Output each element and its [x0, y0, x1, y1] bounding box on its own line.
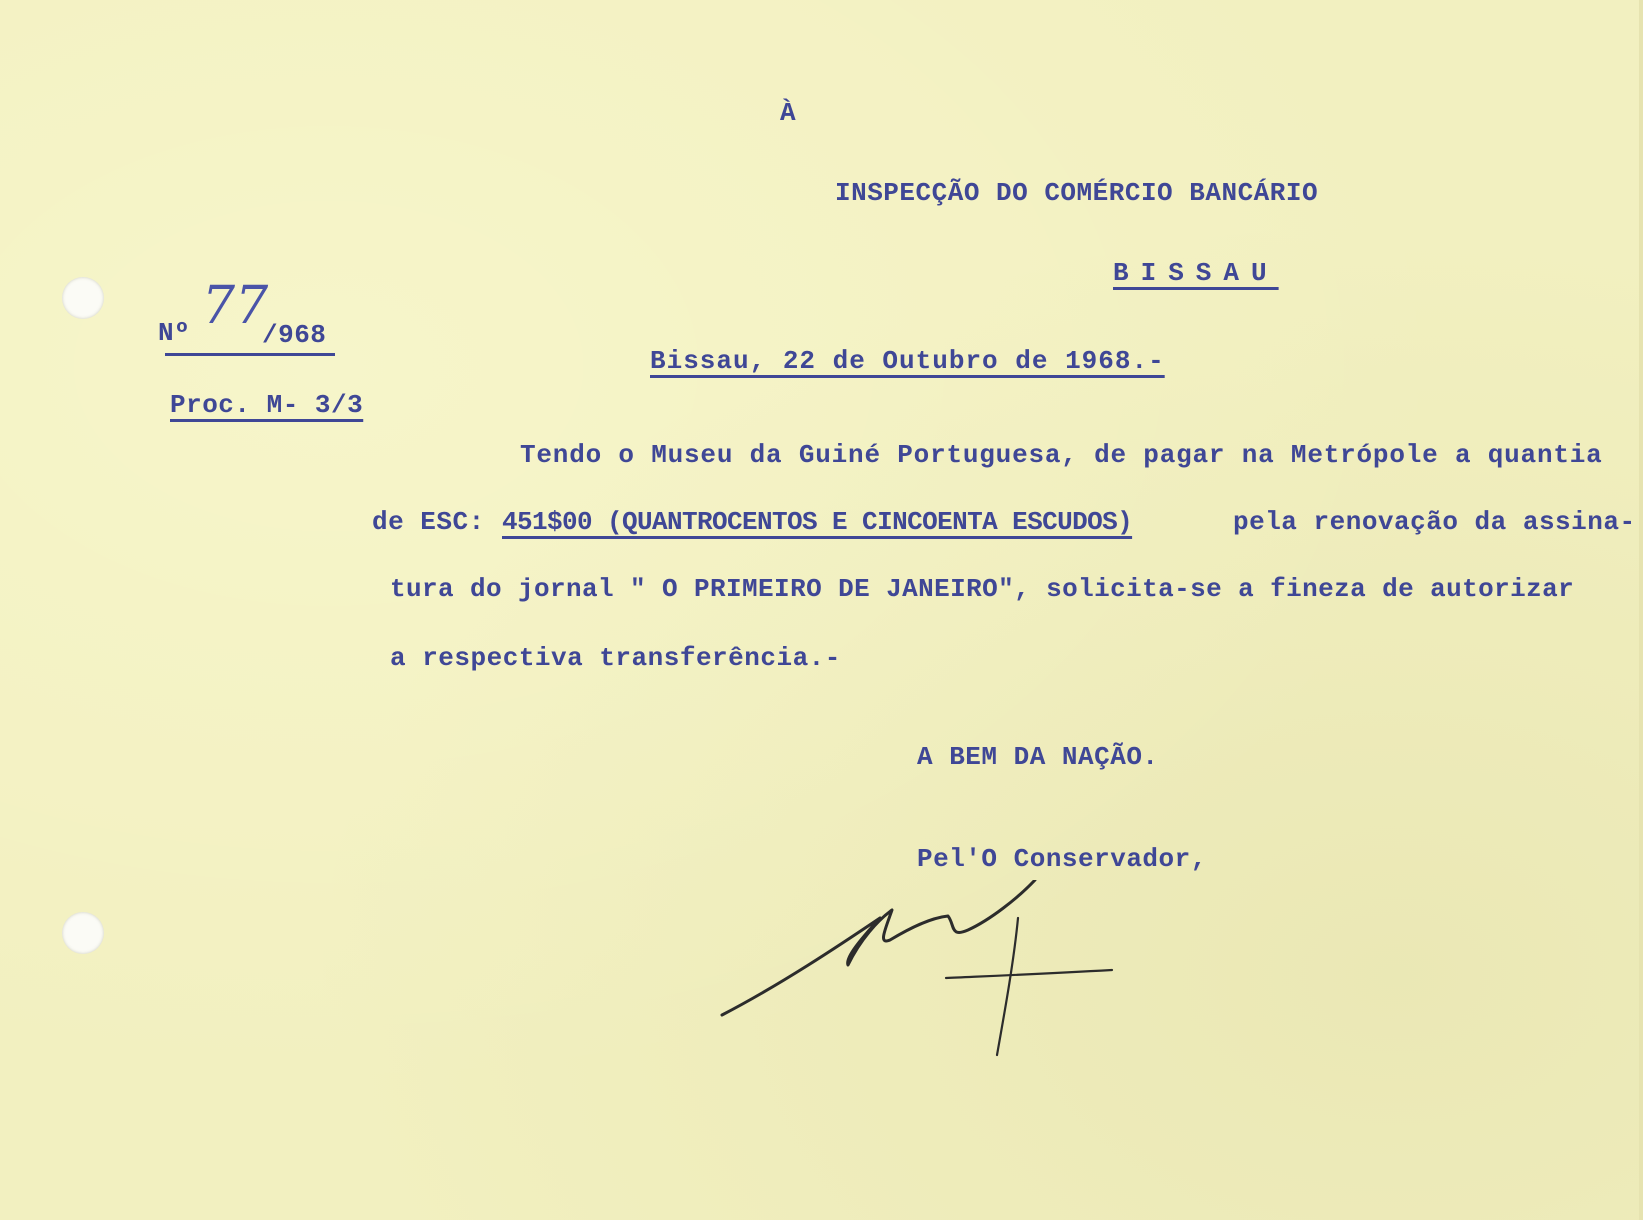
body-line-2-prefix: de ESC: [372, 507, 485, 537]
closing-salutation: A BEM DA NAÇÃO. [917, 742, 1159, 772]
body-line-3: tura do jornal " O PRIMEIRO DE JANEIRO", solicita-se a fineza de autorizar [390, 574, 1575, 604]
reference-number-prefix: Nº [158, 318, 191, 348]
reference-number-underline [165, 353, 335, 356]
punch-hole-top [62, 277, 104, 319]
closing-signatory: Pel'O Conservador, [917, 844, 1207, 874]
recipient-institution: INSPECÇÃO DO COMÉRCIO BANCÁRIO [835, 178, 1319, 208]
punch-hole-bottom [62, 912, 104, 954]
body-line-4: a respectiva transferência.- [390, 643, 841, 673]
date-line: Bissau, 22 de Outubro de 1968.- [650, 346, 1165, 376]
reference-number-handwritten: 77 [202, 276, 269, 336]
recipient-prefix: À [780, 98, 797, 128]
body-line-1: Tendo o Museu da Guiné Portuguesa, de pagar na Metrópole a quantia [520, 440, 1603, 470]
reference-number-year: /968 [262, 320, 327, 350]
handwritten-signature [700, 880, 1130, 1070]
process-reference: Proc. M- 3/3 [170, 390, 364, 420]
recipient-city: BISSAU [1113, 258, 1279, 288]
payment-amount: 451$00 (QUANTROCENTOS E CINCOENTA ESCUDOS) [502, 507, 1133, 537]
body-line-2-suffix: pela renovação da assina- [1233, 507, 1636, 537]
